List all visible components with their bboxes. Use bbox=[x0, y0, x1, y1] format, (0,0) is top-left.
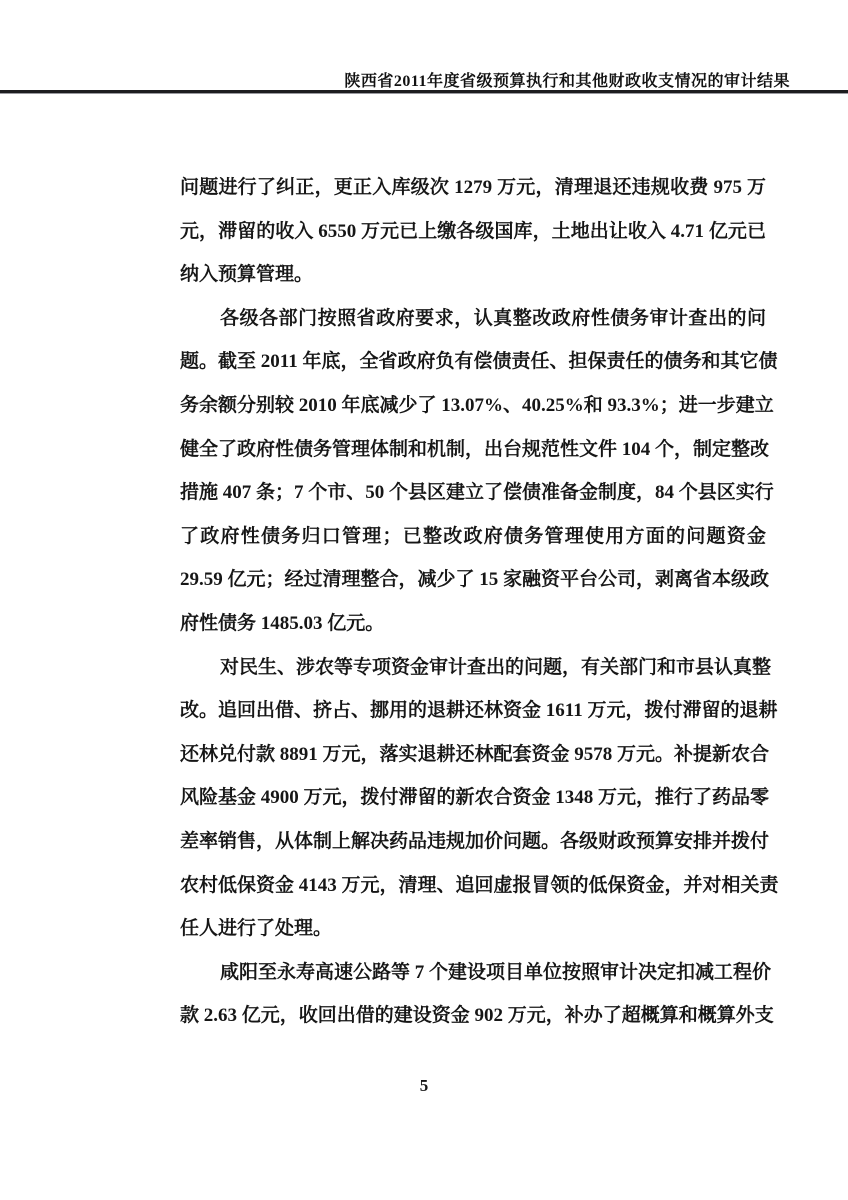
body-line: 各级各部门按照省政府要求，认真整改政府性债务审计查出的问 bbox=[220, 307, 766, 329]
body-line: 措施 407 条；7 个市、50 个县区建立了偿债准备金制度，84 个县区实行 bbox=[180, 482, 774, 504]
body-line: 对民生、涉农等专项资金审计查出的问题，有关部门和市县认真整 bbox=[220, 656, 772, 678]
header-rule bbox=[0, 90, 848, 94]
body-line: 还林兑付款 8891 万元，落实退耕还林配套资金 9578 万元。补提新农合 bbox=[180, 743, 770, 765]
body-line: 29.59 亿元；经过清理整合，减少了 15 家融资平台公司，剥离省本级政 bbox=[180, 569, 770, 591]
running-header-title: 陕西省2011年度省级预算执行和其他财政收支情况的审计结果 bbox=[344, 73, 790, 90]
body-line: 了政府性债务归口管理；已整改政府债务管理使用方面的问题资金 bbox=[180, 525, 766, 547]
body-line: 务余额分别较 2010 年底减少了 13.07%、40.25%和 93.3%；进一步建立 bbox=[180, 394, 774, 416]
body-line: 任人进行了处理。 bbox=[180, 918, 333, 940]
body-line: 改。追回出借、挤占、挪用的退耕还林资金 1611 万元，拨付滞留的退耕 bbox=[180, 700, 778, 722]
body-line: 咸阳至永寿高速公路等 7 个建设项目单位按照审计决定扣减工程价 bbox=[220, 961, 772, 983]
body-line: 款 2.63 亿元，收回出借的建设资金 902 万元，补办了超概算和概算外支 bbox=[180, 1005, 774, 1027]
body-line: 风险基金 4900 万元，拨付滞留的新农合资金 1348 万元，推行了药品零 bbox=[180, 787, 770, 809]
body-line: 差率销售，从体制上解决药品违规加价问题。各级财政预算安排并拨付 bbox=[180, 830, 770, 852]
body-line: 健全了政府性债务管理体制和机制，出台规范性文件 104 个，制定整改 bbox=[180, 438, 770, 460]
page-number: 5 bbox=[419, 1076, 429, 1095]
body-line: 纳入预算管理。 bbox=[180, 264, 314, 286]
body-paragraph bbox=[180, 297, 778, 646]
body-paragraph bbox=[180, 646, 779, 951]
body-paragraph bbox=[180, 166, 766, 297]
body-line: 题。截至 2011 年底，全省政府负有偿债责任、担保责任的债务和其它债 bbox=[180, 351, 778, 373]
body-line: 府性债务 1485.03 亿元。 bbox=[180, 612, 385, 634]
body-line: 问题进行了纠正，更正入库级次 1279 万元，清理退还违规收费 975 万 bbox=[180, 177, 766, 198]
document-body bbox=[180, 166, 779, 1038]
body-line: 元，滞留的收入 6550 万元已上缴各级国库，土地出让收入 4.71 亿元已 bbox=[180, 220, 766, 242]
body-line: 农村低保资金 4143 万元，清理、追回虚报冒领的低保资金，并对相关责 bbox=[180, 874, 779, 896]
body-paragraph bbox=[180, 951, 774, 1038]
